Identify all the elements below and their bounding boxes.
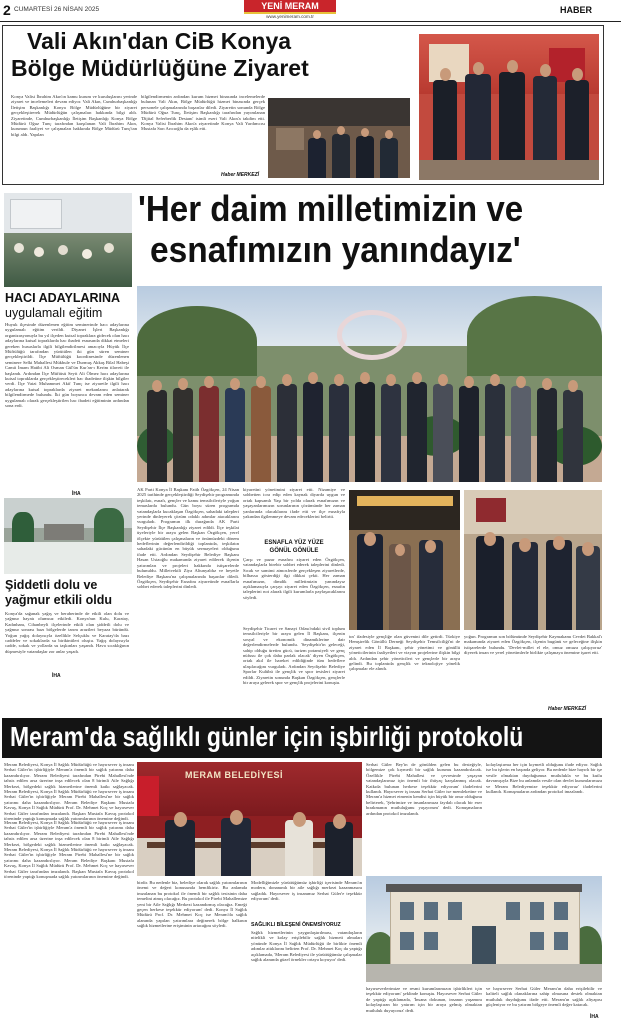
masthead [0,0,621,22]
photo-hail-storm [4,498,132,574]
story2-text-col3: Seydişehir Ticaret ve Sanayi Odası'ndaki sivil toplum temsilcileriyle bir araya gelen İl Başkanı, ilçenin sosyal ve ekonomik dinamiklerine dair değerlendirmelerde bulundu. 'Seydişehir'in geleceği, sahip olduğu üretim gücü, turizm potansiyeli ve genç nüfusu ile çok daha parlak olacak' diyen Özgökçen, ortak akıl ile hareket edildiğinde tüm hedeflere ulaşılacağını vurguladı. Ardından Seydişehir Belediye Sporlar Kulübü ile gençlik ve spor tesisleri ziyaret edildi. Ziyaretin sonunda Başkan Özgökçen, gençlerle bir araya gelerek spor ve gençlik projelerini konuştu. [243,626,345,686]
story3-headline-banner [2,718,602,758]
weather-headline-line2: yağmur etkili oldu [5,593,112,607]
story3-text-col1: Meram Belediyesi, Konya İl Sağlık Müdürlüğü ve hayırsever iş insanı Serhat Güler'in işbirliğiyle Meram'a önemli bir sağlık yatırımı daha kazandırılıyor. Meram Belediyesi tarafından Pirebi Mahallesi'nde tahsis edilen arsa üzerine inşa edilecek olan 8 birimli Aile Sağlığı Merkezi, bölgedeki sağlık hizmetlerine önemli katkı sağlayacak. Meram Belediyesi, Konya İl Sağlık Müdürlüğü ve hayırsever iş insanı Serhat Güler'in işbirliğiyle Meram Pirebi Mahallesi'ne bir sağlık yatırımı daha kazandırılıyor. Meram Belediye Başkanı Mustafa Kavuş, Konya İl Sağlık Müdürü Prof. Dr. Mehmet Koç ve hayırsever Serhat Güler tarafından imzalandı. Başkan Mustafa Kavuş protokol töreninde yaptığı konuşmada sağlık yatırımlarının önemine değindi. [4,762,134,822]
story2-text-col1: AK Parti Konya İl Başkanı Fatih Özgökçen, 24 Nisan 2025 tarihinde gerçekleştirdiği Seydişehir programında teşkilatı, esnafı, gençler ve kamu temsilcileriyle yoğun temaslarda bulundu. Gün boyu süren programda vatandaşlarla kucaklaşan Özgökçen, sahadaki talepleri yerinde dinleyerek çözüm odaklı adımlar atacaklarını vurguladı. Programın ilk durağında AK Parti Seydişehir İlçe Başkanlığı ziyaret edildi. İlçe teşkilat üyeleriyle bir araya gelen Başkan Özgökçen, yerel ölçekte yürütülen çalışmaların ve önümüzdeki dönem hedeflerinin değerlendirildiği toplantıda, teşkilatın sahadaki gücünün en büyük sermayeleri olduğunu ifade etti. Ardından Seydişehir Belediye Başkanı Hasan Ustaoğlu makamında ziyaret edilerek ilçenin yatırımları ve projeleri hakkında istişarelerde bulunuldu. Milletvekili Ziya Altunyaldız ve heyetle Belediye Başkanı'na çalışmalarında başarılar diledi. Özgökçen, Seydişehir Esnafını ziyaretinde esnaflarla sohbet ederek taleplerini dinledi. [137,487,239,590]
story3-text-col7: ve hayırsever Serhat Güler Meram'ın daha erişilebilir ve kaliteli sağlık olanaklarına sahip olmasına destek olmaktan mutluluk duyduğunu ifade etti. Meram'ın sağlık altyapısı güçleniyor ve bu yatırım bölgeye önemli değer katacak. [486,986,602,1008]
story2-headline-line1: 'Her daim milletimizin ve [138,188,524,229]
hac-headline-line2: uygulamalı eğitim [5,306,103,320]
story-vali-akin [2,25,604,185]
weather-body: Konya'da sağanak yağış ve beraberinde de etkili olan dolu ve yağmur hayatı olumsuz etkiledi. Konya'nın Kulu, Karatay, Kadınhanı, Cihanbeyli ilçelerinde etkili olan şiddetli dolu ve yağmur sonrası bazı bölgelerde tarım arazileri beyaza büründü. Yoğun yağış dolayısıyla özellikle Selçuklu ve Karatay'da bazı caddeler ve sokaklarda su birikintileri oluştu. Yağış dolayısıyla cadde, sokak ve yollarda su taşkınları yaşandı. Hava sıcaklığının düşmesiyle vatandaşlar zor anlar yaşadı. [5,611,129,654]
story2-text-col4: tın' ifadesiyle gençliğe olan güvenini dile getirdi. Türkiye Hemşirelik Gönüllü Derneği Seydişehir Temsilciliği'ni de ziyaret eden İl Başkanı, şehir yönetimi ve gönüllü yöneticilerinin faaliyetleri ve vizyon projelerine ilişkin bilgi aldı. Ardından şehir yöneticileri ve gençlerle bir araya gelindi. Bu toplantıda gençlik ve teknolojiye yönelik çalışmalar ele alındı. [349,634,460,672]
story2-headline-line2: esnafımızın yanındayız' [150,229,521,270]
weather-byline: İHA [52,673,61,679]
photo-esnaf-group [137,286,602,482]
brand-name: YENİ MERAM [261,1,319,11]
story2-text-col2b: Çarşı ve pazar esnafını ziyaret eden Özgökçen, vatandaşlarla birebir sohbet ederek taleplerini dinledi. Sıcak ve samimi atmosferde gerçekleşen ziyaretlerde, bilhassa gösterdiği ilgi dikkat çekti. Her zaman esnafımızın, dimdik milletimizin yanındayız açıklamasıyla çarşıyı ziyaret eden Özgökçen, esnafın taleplerini not alarak ilgili kurumlarla paylaşacaklarını söyledi. [243,557,345,600]
site-url: www.yenimeram.com.tr [266,14,314,19]
story1-text-col2: bilgilendirmenin ardından kurum hizmet binasında incelemelerde bulunan Vali Akın, Bölge Müdürlüğü hizmet binasında gerçek personele çalışmalarında başarılar diledi. Ziyaretin sonunda Bölge Müdürü Oğuz Tunç, İletişim Başkanlığı tarafından yayımlanan 'Dijital Seferberlik Destanı' isimli eseri Vali Akın'a takdim etti. Konya Valisi İbrahim Akın'a ziyaretinde Konya Vali Yardımcısı Mustafa Sarı Arıcıoğlu da eşlik etti. [141,94,265,132]
photo-protocol-signing [137,762,362,876]
story2-text-col2: kiyaretini yönetimini ziyaret etti. Nizamiye ve sohbetten icra edip eden kaynak diyarda uygun ve ortak kapsamlı Yaşı bir yolda olarak esnafımızın ve yaşayanlarımızın sorunlarının çözümünde her zaman yanlarında olacaklarını ifade etti ve ilçe esnafıyla yakından ilgilenmeye devam edeceklerini belirtti. [243,487,345,520]
story1-headline-line1: Vali Akın'dan CiB Konya [27,28,292,54]
building-sign-text: MERAM BELEDİYESİ [185,770,284,780]
hac-headline-line1: HACI ADAYLARINA [5,291,121,305]
story1-headline-line2: Bölge Müdürlüğüne Ziyaret [11,55,309,81]
story3-subhead: SAĞLIKLI BİLEŞENİ ÖNEMSİYORUZ [251,922,341,928]
story3-text-col6: hayırseverlerimize ve resmi kurumlarımızın işbirlikleri için teşekkür ediyorum' şeklinde konuştu. Hayırsever Serhat Güler de yaptığı açıklamada, 'İnsana dokunan, insanın yaşamını kolaylaştıran bir yatırım için bir araya gelmiş olmaktan mutluluk duyuyoruz' dedi. [366,986,482,1013]
photo-hac-adaylari [4,193,132,287]
story3-headline: Meram'da sağlıklı günler için işbirliği protokolü [10,721,524,752]
hac-byline: İHA [72,491,81,497]
photo-esnaf-meeting [464,490,602,630]
page-number: 2 [3,2,11,18]
brand-logo [244,0,336,14]
section-label: HABER [560,5,593,15]
photo-vali-office [268,98,410,178]
story1-text-col1: Konya Valisi İbrahim Akın'ın kamu kurum ve kuruluşlarını yerinde ziyaret ve incelemeleri devam ediyor. Vali Akın, Cumhurbaşkanlığı İletişim Başkanlığı Konya Bölge Müdürlüğüne bir ziyaret gerçekleştirerek Müdürlüğün çalışmaları hakkında bilgi aldı. Ziyaretinde, Cumhurbaşkanlığı İletişim Başkanlığı Konya Bölge Müdürü Oğuz Tunç tarafından karşılanan Vali İbrahim Akın, kurumun faaliyet ve çalışmaları hakkında Bölge Müdürü Tunç'tan bilgi aldı. Yapılan [11,94,137,137]
story3-byline: İHA [590,1014,599,1020]
story1-byline: Haber MERKEZİ [221,172,260,178]
story3-text-col4: Serhat Güler Bey'in de gönülden gelen bu desteğiyle, bölgemize çok kıymetli bir sağlık kurumu kazandırılacak. Özellikle Pirebi Mahallesi ve çevresinde yaşayan vatandaşlarımız için önemli bir ihtiyaç karşılanmış olacak. Katkıda bulunan herkese teşekkür ediyorum' ifadelerini kullandı. Hayırsever iş insanı Serhat Güler ise memleketine ve Meram'a hizmet etmenin kendisi için büyük bir onur olduğunu belirterek, 'Şehrimize ve insanlarımıza faydalı olacak bir eser bırakmanın mutluluğunu yaşıyorum' dedi. Konuşmaların ardından protokol imzalandı. [366,762,482,816]
hac-body: Huyuk ilçesinde düzenlenen eğitim seminerinde hacı adaylarına uygulamalı eğitim verildi. Diyanet İşleri Başkanlığı organizasyonuyla bu yıl ilçeden kutsal topraklara gidecek olan hacı adaylarına kutsal topraklarda hac ibadeti esnasında dikkat etmeleri gereken hususlarla ilgili bilgilendirilmesi amacıyla Hüyük İlçe Müftülüğü tarafından yürütülen iki gün süren seminer gerçekleştirildi. İlçe Müftülüğü koordinesinde düzenlenen seminere Selki Mahallesi Mükbule ve Durmuş Akkaş Bilal Habeşi Camii İmam Hatibi Ali Osman Gül'ün Kur'an-ı Kerim tilaveti ile başlandı. Ardından İlçe Müftüsü Seyit Ali Ölmez hacı adaylarına kutsal topraklarda gerçekleştirecekleri hac ibadetine ilişkin bilgiler verdi. İlçe Vaizi Muhammet Akif Tunç ise ziyaretle ilgili hacı adaylarına kutsal topraklarda ziyaret mekanlarını anlatarak bilgilendirmede bulundu. İki gün boyunca devam eden seminer uygulamalı olarak gerçekleştirilen hac ibadeti eğitiminin ardından sona erdi. [5,322,129,409]
issue-date: CUMARTESİ 26 NİSAN 2025 [14,6,100,13]
story2-subhead1: ESNAFLA YÜZ YÜZE [264,540,324,546]
story3-text-col3: Modelliğimizle yürüttüğümüz işbirliği içerisinde Meram'ın modern, donanımlı bir aile sağlığı merkezi kazanmasını sağladık. Hayırsever iş insanımız Serhat Güler'e teşekkür ediyorum' dedi. [251,880,362,902]
weather-headline-line1: Şiddetli dolu ve [5,578,98,592]
story2-byline: Haber MERKEZİ [548,706,587,712]
story3-text-col1b: Meram Belediyesi, Konya İl Sağlık Müdürlüğü ve hayırsever iş insanı Serhat Güler'in işbirliğiyle Meram'a önemli bir sağlık yatırımı daha kazandırılıyor. Meram Belediyesi tarafından Pirebi Mahallesi'nde tahsis edilen arsa üzerine inşa edilecek olan 8 birimli Aile Sağlığı Merkezi, bölgedeki sağlık hizmetlerine önemli katkı sağlayacak. Meram Belediyesi, Konya İl Sağlık Müdürlüğü ve hayırsever iş insanı Serhat Güler'in işbirliğiyle Meram Pirebi Mahallesi'ne bir sağlık yatırımı daha kazandırılıyor. Meram Belediye Başkanı Mustafa Kavuş, Konya İl Sağlık Müdürü Prof. Dr. Mehmet Koç ve hayırsever Serhat Güler tarafından imzalandı. Başkan Mustafa Kavuş protokol töreninde yaptığı konuşmada sağlık yatırımlarının önemine değindi. [4,820,134,880]
story2-text-col5: yoğun. Programın son bölümünde Seydişehir Kaymakamı Cevdet Bakkal'ı makamında ziyaret eden Özgökçen, ilçenin bugünü ve geleceğine ilişkin istişarelerde bulundu. 'Devlet-millet el ele, omuz omuza çalışıyoruz' diyerek insan ve yerel yönetimlerle birlikte çalışmaya önemine işaret etti. [464,634,602,656]
photo-health-center-render [366,876,602,982]
story3-text-col3b: Sağlık hizmetlerinin yaygınlaştırılması, vatandaşların nitelikli ve kolay erişilebilir sağlık hizmeti almaları yönünde Konya İl Sağlık Müdürlüğü ile birlikte önemli adımlar attıklarını belirten Prof. Dr. Mehmet Koç da yaptığı açıklamada, 'Meram Belediyesi ile yürüttüğümüz çalışmalar sağlık alanında güzel örnekler ortaya koyuyor' dedi. [251,930,362,963]
masthead-rule [0,21,621,22]
story2-subhead2: GÖNÜL GÖNÜLE [269,548,319,554]
photo-esnaf-shop [349,490,460,630]
story3-text-col5: kolaylaştırma her için kıymetli olduğunu ifade ediyor. Sağlık ise bu işlerin en başında geliyor. Bu nedenle bize hayırlı bir işe vesile olmaktan duyduğumuz mutlulukla ve bu kutlu davranışıyla Bize bu anlamda vesile olan devlet kurumlarımıza ve Meram Belediyemize teşekkür ediyoruz' ifadelerini kullandı. Konuşmaların ardından protokol imzalandı. [486,762,602,795]
story3-text-col2: birdir. Bu nedenle biz, belediye olarak sağlık yatırımlarının önemi ve değeri konusunda hemfikiriz. Bu anlamda imzalanan bu protokol ile önemli bir sağlık tesisinin daha temelini atmış olacağız. Bu protokol ile Pirebi Mahallemize yeni bir Aile Sağlığı Merkezi kazandırmış olacağız. Emeği geçen herkese teşekkür ediyorum' dedi. Konya İl Sağlık Müdürü Prof. Dr. Mehmet Koç ise Meram'da sağlık alanında yapılan yatırımlara değinerek bölge halkının sağlık hizmetlerine erişiminin artacağını söyledi. [137,880,247,929]
photo-vali-delegation [419,34,599,180]
